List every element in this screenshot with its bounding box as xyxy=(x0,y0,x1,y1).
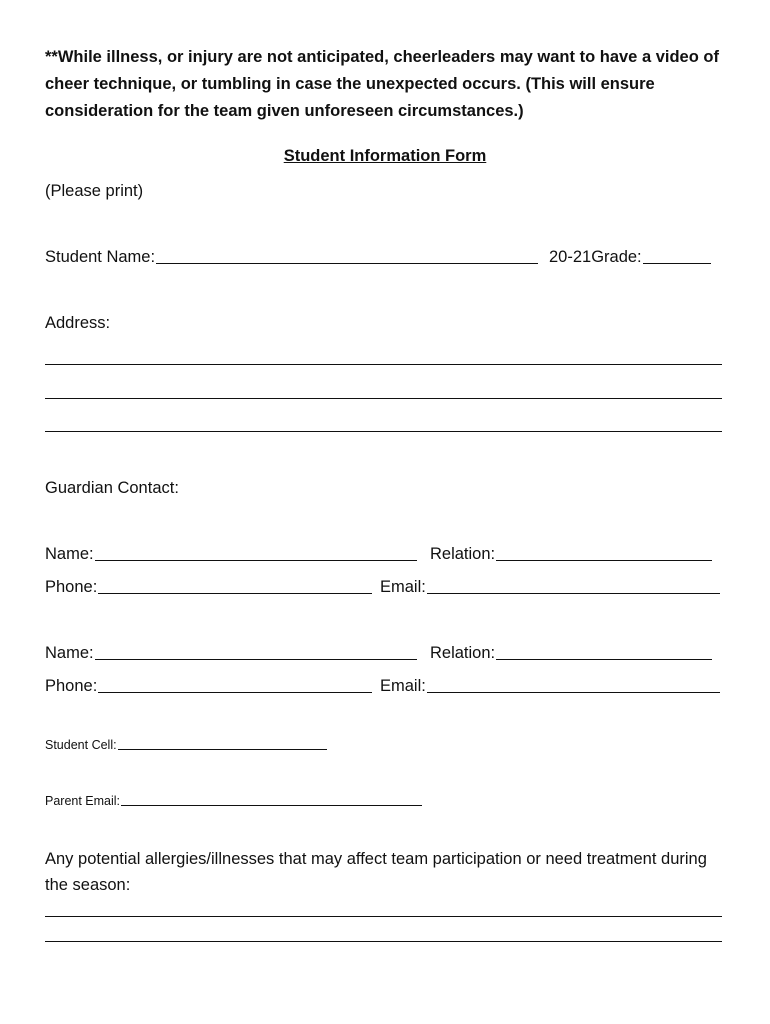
notice-paragraph: **While illness, or injury are not anticipated, cheerleaders may want to have a video of cheer technique, or tumbling in case the unexpected occurs. (This will ensure consideration for the team given unforeseen circumstances.) xyxy=(45,48,719,120)
grade-label: 20-21Grade: xyxy=(549,248,642,266)
guardian-2-email-field[interactable] xyxy=(380,677,720,696)
guardian-1-email-line[interactable] xyxy=(427,593,720,594)
guardian-1-relation-field[interactable] xyxy=(430,545,712,564)
guardian-2-phone-line[interactable] xyxy=(98,692,372,693)
guardian-2-relation-label: Relation: xyxy=(430,644,496,662)
address-line-3[interactable] xyxy=(45,431,722,432)
guardian-2-email-label: Email: xyxy=(380,677,426,695)
guardian-2-phone-label: Phone: xyxy=(45,677,98,695)
guardian-contact-label: Guardian Contact: xyxy=(45,479,179,497)
guardian-2-name-field[interactable] xyxy=(45,644,417,663)
address-line-1[interactable] xyxy=(45,364,722,365)
grade-field[interactable] xyxy=(549,248,711,267)
guardian-1-relation-label: Relation: xyxy=(430,545,496,563)
parent-email-line[interactable] xyxy=(121,805,422,806)
grade-line[interactable] xyxy=(643,263,711,264)
guardian-1-name-field[interactable] xyxy=(45,545,417,564)
guardian-2-email-line[interactable] xyxy=(427,692,720,693)
form-title: Student Information Form xyxy=(283,147,487,165)
student-name-line[interactable] xyxy=(156,263,538,264)
student-cell-line[interactable] xyxy=(118,749,327,750)
guardian-2-phone-field[interactable] xyxy=(45,677,372,696)
address-label: Address: xyxy=(45,314,111,332)
guardian-1-email-label: Email: xyxy=(380,578,426,596)
student-name-label: Student Name: xyxy=(45,248,156,266)
student-cell-field[interactable] xyxy=(45,738,327,752)
parent-email-label: Parent Email: xyxy=(45,794,121,808)
print-instruction: (Please print) xyxy=(45,182,144,200)
guardian-1-phone-line[interactable] xyxy=(98,593,372,594)
guardian-2-name-line[interactable] xyxy=(95,659,417,660)
guardian-2-name-label: Name: xyxy=(45,644,94,662)
guardian-1-relation-line[interactable] xyxy=(496,560,712,561)
allergies-label: Any potential allergies/illnesses that may affect team participation or need treatment during the season: xyxy=(45,850,707,894)
guardian-2-relation-field[interactable] xyxy=(430,644,712,663)
guardian-1-phone-label: Phone: xyxy=(45,578,98,596)
guardian-1-phone-field[interactable] xyxy=(45,578,372,597)
parent-email-field[interactable] xyxy=(45,794,422,808)
guardian-1-name-label: Name: xyxy=(45,545,94,563)
allergies-line-1[interactable] xyxy=(45,916,722,917)
student-name-field[interactable] xyxy=(45,248,538,267)
address-line-2[interactable] xyxy=(45,398,722,399)
guardian-1-email-field[interactable] xyxy=(380,578,720,597)
allergies-line-2[interactable] xyxy=(45,941,722,942)
guardian-1-name-line[interactable] xyxy=(95,560,417,561)
student-cell-label: Student Cell: xyxy=(45,738,117,752)
guardian-2-relation-line[interactable] xyxy=(496,659,712,660)
